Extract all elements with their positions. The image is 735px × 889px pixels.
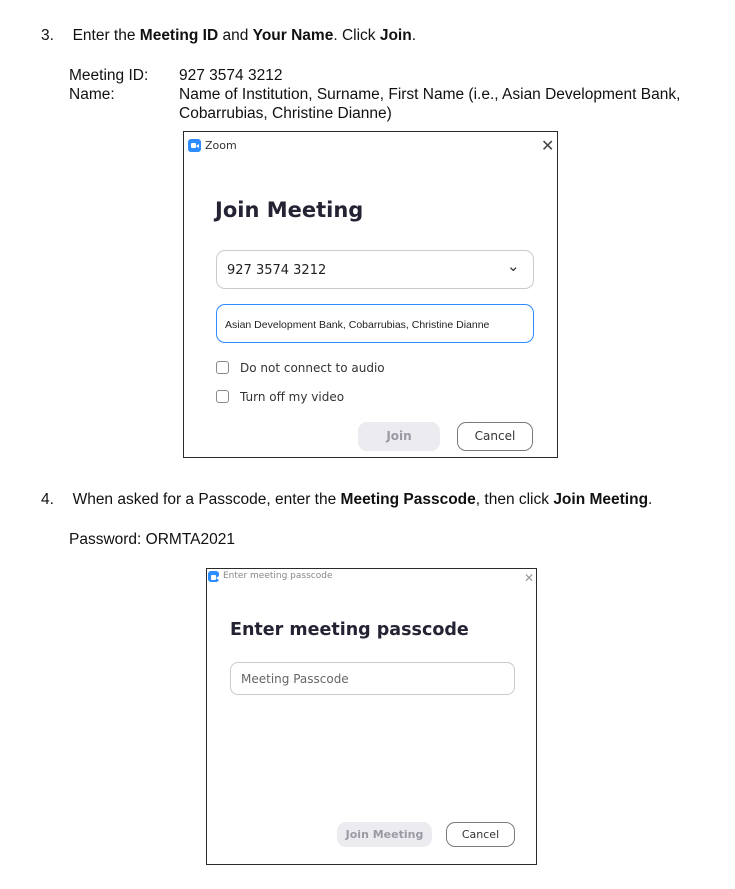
meeting-id-label: Meeting ID:	[69, 67, 149, 84]
meeting-id-dropdown[interactable]	[216, 250, 534, 289]
step-number: 3.	[41, 27, 54, 44]
instruction-text: When asked for a Passcode, enter the	[72, 491, 341, 508]
meeting-id-value: 927 3574 3212	[179, 67, 283, 84]
name-label: Name:	[69, 86, 115, 103]
zoom-logo-icon	[188, 139, 201, 152]
step-number: 4.	[41, 491, 54, 508]
window-title: Enter meeting passcode	[223, 571, 333, 581]
join-meeting-button[interactable]: Join Meeting	[337, 822, 432, 847]
name-input[interactable]	[216, 304, 534, 343]
no-audio-checkbox[interactable]	[216, 361, 229, 374]
instruction-bold: Join	[379, 27, 412, 44]
dialog-heading: Enter meeting passcode	[230, 620, 469, 640]
instruction-bold: Your Name	[252, 27, 334, 44]
step-4-instruction	[41, 490, 652, 510]
passcode-window	[206, 568, 537, 865]
join-button[interactable]: Join	[358, 422, 440, 451]
cancel-button[interactable]: Cancel	[446, 822, 515, 847]
instruction-bold: Meeting Passcode	[340, 491, 476, 508]
passcode-placeholder: Meeting Passcode	[241, 672, 349, 686]
instruction-text: .	[411, 27, 417, 44]
name-value-line2: Cobarrubias, Christine Dianne)	[179, 105, 392, 122]
video-off-checkbox[interactable]	[216, 390, 229, 403]
close-icon[interactable]: ✕	[524, 571, 535, 585]
join-meeting-window	[183, 131, 558, 458]
chevron-down-icon[interactable]: ⌄	[507, 257, 520, 275]
instruction-bold: Join Meeting	[553, 491, 649, 508]
dialog-heading: Join Meeting	[215, 198, 364, 222]
instruction-text: .	[648, 491, 653, 508]
password-line: Password: ORMTA2021	[69, 531, 235, 548]
cancel-button[interactable]: Cancel	[457, 422, 533, 451]
meeting-id-field-value: 927 3574 3212	[227, 263, 327, 278]
instruction-text: and	[218, 27, 253, 44]
video-off-label: Turn off my video	[240, 390, 345, 404]
close-icon[interactable]: ✕	[541, 136, 555, 155]
name-input-value: Asian Development Bank, Cobarrubias, Christine Dianne	[225, 319, 490, 331]
zoom-logo-icon	[208, 571, 219, 582]
instruction-bold: Meeting ID	[139, 27, 219, 44]
no-audio-label: Do not connect to audio	[240, 361, 385, 375]
instruction-text: , then click	[475, 491, 554, 508]
step-3-instruction	[41, 26, 416, 46]
passcode-input[interactable]	[230, 662, 515, 695]
name-value-line1: Name of Institution, Surname, First Name (i.e., Asian Development Bank,	[179, 86, 681, 103]
instruction-text: . Click	[333, 27, 380, 44]
window-title: Zoom	[205, 139, 237, 152]
instruction-text: Enter the	[72, 27, 140, 44]
